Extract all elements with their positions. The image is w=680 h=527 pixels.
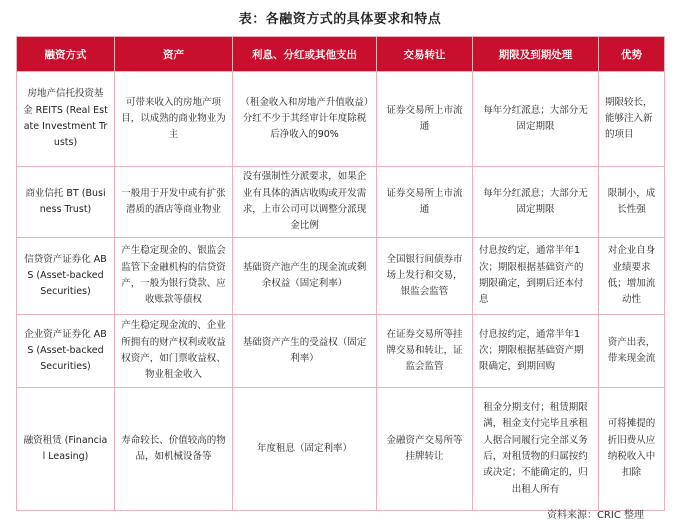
cell-transfer: 证券交易所上市流通 — [377, 167, 473, 238]
cell-asset: 产生稳定现金的、银监会监管下金融机构的信贷资产，一般为银行贷款、应收账款等债权 — [115, 238, 233, 315]
cell-term: 付息按约定，通常半年1次；期限根据基础资产期限确定，到期回购 — [473, 315, 599, 388]
cell-interest: 没有强制性分派要求，如果企业有具体的酒店收购或开发需求，上市公司可以调整分派现金比例 — [233, 167, 377, 238]
cell-transfer: 证券交易所上市流通 — [377, 72, 473, 167]
header-asset: 资产 — [115, 37, 233, 72]
cell-term: 租金分期支付；租赁期限满，租金支付完毕且承租人据合同履行完全部义务后，对租赁物的归属按约或决定；不能确定的，归出租人所有 — [473, 388, 599, 511]
cell-method: 信贷资产证券化 ABS (Asset-backed Securities) — [17, 238, 115, 315]
financing-table-container — [16, 36, 664, 511]
cell-interest: 年度租息（固定利率） — [233, 388, 377, 511]
cell-interest: 基础资产池产生的现金流或剩余权益（固定利率） — [233, 238, 377, 315]
header-interest: 利息、分红或其他支出 — [233, 37, 377, 72]
cell-term: 付息按约定，通常半年1次；期限根据基础资产的期限确定，到期后还本付息 — [473, 238, 599, 315]
cell-transfer: 全国银行间债券市场上发行和交易，银监会监管 — [377, 238, 473, 315]
table-row — [17, 167, 665, 238]
header-transfer: 交易转让 — [377, 37, 473, 72]
cell-asset: 一般用于开发中或有扩张潜质的酒店等商业物业 — [115, 167, 233, 238]
cell-asset: 寿命较长、价值较高的物品，如机械设备等 — [115, 388, 233, 511]
cell-advantage: 资产出表，带来现金流 — [599, 315, 665, 388]
cell-method: 融资租赁 (Financial Leasing) — [17, 388, 115, 511]
cell-method: 商业信托 BT (Business Trust) — [17, 167, 115, 238]
cell-method: 房地产信托投资基金 REITS (Real Estate Investment Trusts) — [17, 72, 115, 167]
cell-advantage: 期限较长，能够注入新的项目 — [599, 72, 665, 167]
cell-method: 企业资产证券化 ABS (Asset-backed Securities) — [17, 315, 115, 388]
header-term: 期限及到期处理 — [473, 37, 599, 72]
cell-asset: 可带来收入的房地产项目，以成熟的商业物业为主 — [115, 72, 233, 167]
table-row — [17, 315, 665, 388]
cell-transfer: 金融资产交易所等挂牌转让 — [377, 388, 473, 511]
cell-transfer: 在证券交易所等挂牌交易和转让，证监会监管 — [377, 315, 473, 388]
header-advantage: 优势 — [599, 37, 665, 72]
table-row — [17, 72, 665, 167]
table-row — [17, 388, 665, 511]
cell-interest: （租金收入和房地产升值收益）分红不少于其经审计年度除税后净收入的90% — [233, 72, 377, 167]
table-header-row — [17, 37, 665, 72]
source-note: 资料来源：CRIC 整理 — [546, 510, 644, 521]
cell-advantage: 可将摊提的折旧费从应纳税收入中扣除 — [599, 388, 665, 511]
financing-methods-table — [16, 36, 665, 511]
table-row — [17, 238, 665, 315]
page-title: 表：各融资方式的具体要求和特点 — [238, 12, 442, 27]
cell-advantage: 对企业自身业绩要求低；增加流动性 — [599, 238, 665, 315]
cell-term: 每年分红派息；大部分无固定期限 — [473, 72, 599, 167]
cell-interest: 基础资产产生的受益权（固定利率） — [233, 315, 377, 388]
cell-term: 每年分红派息；大部分无固定期限 — [473, 167, 599, 238]
cell-asset: 产生稳定现金流的、企业所拥有的财产权利或收益权资产，如门票收益权、物业租金收入 — [115, 315, 233, 388]
header-method: 融资方式 — [17, 37, 115, 72]
cell-advantage: 限制小，成长性强 — [599, 167, 665, 238]
